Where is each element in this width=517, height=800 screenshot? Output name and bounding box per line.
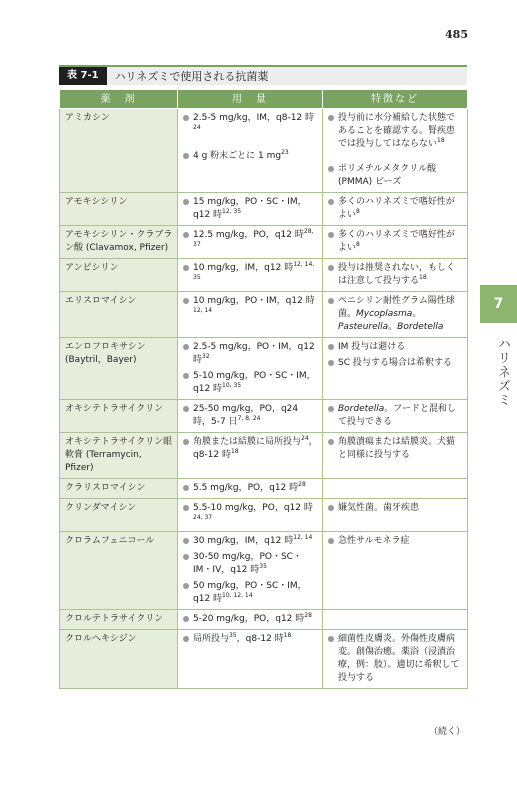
reference-number: 28, 37: [193, 228, 314, 248]
item-text-continued: ，q8-12 時: [193, 437, 318, 460]
table-row: [60, 259, 468, 292]
bullet-item: [328, 112, 463, 151]
table-caption: [59, 65, 467, 85]
item-text: 25-50 mg/kg，PO，q24 時，5-7 日: [193, 404, 299, 427]
notes-cell: [323, 259, 468, 292]
bullet-item: [183, 112, 318, 138]
reference-number: 18: [231, 448, 239, 455]
drug-name: クロルヘキシジン: [60, 630, 178, 689]
bullet-item: [328, 535, 463, 548]
bullet-item: [328, 436, 463, 462]
reference-number: 12, 35: [222, 208, 242, 215]
drug-name: アンピシリン: [60, 259, 178, 292]
notes-cell: [323, 400, 468, 433]
bullet-dot: [183, 583, 189, 589]
bullet-text: [193, 580, 318, 606]
item-text: 15 mg/kg，PO・SC・IM，q12 時: [193, 197, 307, 220]
table-row: [60, 292, 468, 338]
reference-number: 8: [356, 241, 360, 248]
reference-number: 32: [202, 353, 210, 360]
antibiotics-table: [59, 89, 468, 689]
notes-cell: [323, 630, 468, 689]
note-text: 。フードと混和して投与できる: [338, 404, 456, 427]
italic-organism: Mycoplasma: [356, 309, 413, 319]
drug-name: アモキシシリン: [60, 193, 178, 226]
chapter-tab: 7: [480, 285, 517, 323]
separator: 。: [412, 309, 422, 319]
italic-organism: Bordetella: [338, 404, 385, 414]
bullet-text: [338, 535, 463, 548]
bullet-text: [193, 150, 318, 163]
reference-number: 7, 8, 24: [237, 415, 261, 422]
item-text: 投与前に水分補給した状態であることを確認する。腎疾患では投与してはならない: [338, 113, 456, 149]
item-text: 投与は推奨されない，もしくは注意して投与する: [338, 263, 456, 286]
bullet-item: [183, 262, 318, 288]
item-text-continued: ，q8-12 時: [236, 634, 284, 644]
reference-number: 24, 37: [193, 514, 213, 521]
dose-cell: [178, 193, 323, 226]
bullet-item: [328, 357, 463, 370]
bullet-dot: [328, 298, 334, 304]
item-text: 局所投与: [193, 634, 230, 644]
table-row: [60, 433, 468, 479]
drug-name: エンロフロキサシン (Baytril，Bayer): [60, 338, 178, 400]
notes-cell: [323, 109, 468, 193]
reference-number: 10, 12, 14: [222, 592, 253, 599]
item-text: 30 mg/kg，IM，q12 時: [193, 536, 294, 546]
bullet-item: [328, 403, 463, 429]
bullet-item: [183, 535, 318, 548]
drug-name: エリスロマイシン: [60, 292, 178, 338]
item-text: SC 投与する場合は希釈する: [338, 358, 452, 368]
dose-cell: [178, 433, 323, 479]
bullet-dot: [183, 298, 189, 304]
bullet-text: [193, 613, 318, 626]
item-text: 多くのハリネズミで嗜好性がよい: [338, 197, 455, 220]
bullet-dot: [328, 166, 334, 172]
item-text: 細菌性皮膚炎。外傷性皮膚病変。創傷治癒。薬浴（浸漬治療，例：肢）。適切に希釈して投与する: [338, 634, 460, 683]
notes-cell: [323, 610, 468, 630]
reference-number: 24: [193, 124, 201, 131]
drug-name: クロルテトラサイクリン: [60, 610, 178, 630]
item-text: IM 投与は避ける: [338, 342, 406, 352]
reference-number: 28: [304, 612, 312, 619]
table-row: [60, 400, 468, 433]
table-row: [60, 610, 468, 630]
drug-name: アミカシン: [60, 109, 178, 193]
bullet-text: [193, 482, 318, 495]
table-row: [60, 193, 468, 226]
continued-label: （続く）: [428, 727, 465, 737]
bullet-dot: [328, 199, 334, 205]
item-text: 5-10 mg/kg，PO・SC・IM，q12 時: [193, 371, 316, 394]
bullet-text: [338, 262, 463, 288]
reference-number: 23: [281, 149, 289, 156]
dose-cell: [178, 610, 323, 630]
bullet-item: [183, 295, 318, 321]
dose-cell: [178, 109, 323, 193]
bullet-dot: [328, 636, 334, 642]
table-row: [60, 338, 468, 400]
bullet-text: [338, 196, 463, 222]
bullet-item: [328, 502, 463, 515]
drug-name: クリンダマイシン: [60, 499, 178, 532]
table-row: [60, 630, 468, 689]
bullet-item: [328, 196, 463, 222]
table-number: 表 7-1: [59, 67, 107, 85]
drug-name: オキシテトラサイクリン眼軟膏 (Terramycin, Pfizer): [60, 433, 178, 479]
bullet-item: [328, 295, 463, 334]
reference-number: 35: [229, 632, 237, 639]
bullet-dot: [328, 439, 334, 445]
bullet-dot: [183, 505, 189, 511]
bullet-dot: [328, 406, 334, 412]
bullet-item: [183, 370, 318, 396]
item-text: 2.5-5 mg/kg，PO・IM，q12 時: [193, 342, 315, 365]
bullet-item: [183, 341, 318, 367]
bullet-text: [338, 112, 463, 151]
bullet-text: [193, 370, 318, 396]
item-text: 30-50 mg/kg，PO・SC・IM・IV，q12 時: [193, 552, 302, 575]
reference-number: 28: [298, 481, 306, 488]
item-text: 10 mg/kg，IM，q12 時: [193, 263, 294, 273]
table-row: [60, 532, 468, 610]
dose-cell: [178, 292, 323, 338]
table-title: ハリネズミで使用される抗菌薬: [114, 70, 269, 83]
bullet-dot: [183, 232, 189, 238]
notes-cell: [323, 433, 468, 479]
bullet-item: [183, 482, 318, 495]
bullet-dot: [183, 153, 189, 159]
reference-number: 24: [301, 435, 309, 442]
bullet-item: [183, 403, 318, 429]
bullet-text: [193, 551, 318, 577]
dose-cell: [178, 226, 323, 259]
bullet-dot: [183, 439, 189, 445]
bullet-text: [193, 502, 318, 528]
bullet-text: [193, 229, 318, 255]
reference-number: 12, 14: [193, 307, 213, 314]
item-text: 12.5 mg/kg，PO，q12 時: [193, 230, 304, 240]
bullet-item: [183, 502, 318, 528]
bullet-item: [183, 229, 318, 255]
reference-number: 12, 14: [293, 534, 313, 541]
dose-cell: [178, 630, 323, 689]
bullet-item: [328, 229, 463, 255]
bullet-dot: [328, 115, 334, 121]
bullet-item: [183, 613, 318, 626]
bullet-text: [193, 295, 318, 321]
bullet-text: [338, 229, 463, 255]
dose-cell: [178, 338, 323, 400]
dose-cell: [178, 259, 323, 292]
table-row: [60, 226, 468, 259]
bullet-text: [193, 436, 318, 462]
bullet-text: [338, 163, 463, 189]
drug-name: オキシテトラサイクリン: [60, 400, 178, 433]
reference-number: 8: [356, 208, 360, 215]
bullet-text: [338, 295, 463, 334]
bullet-text: [338, 357, 463, 370]
notes-cell: [323, 226, 468, 259]
bullet-dot: [328, 538, 334, 544]
reference-number: 12, 14, 35: [193, 261, 315, 281]
bullet-text: [338, 436, 463, 462]
bullet-dot: [183, 616, 189, 622]
table-row: [60, 499, 468, 532]
table-header-row: [60, 90, 468, 109]
bullet-text: [338, 341, 463, 354]
bullet-dot: [183, 115, 189, 121]
bullet-dot: [183, 344, 189, 350]
reference-number: 18: [283, 632, 292, 639]
bullet-item: [183, 196, 318, 222]
bullet-text: [193, 633, 318, 646]
reference-number: 18: [437, 137, 445, 144]
bullet-dot: [183, 485, 189, 491]
bullet-text: [193, 341, 318, 367]
bullet-item: [328, 633, 463, 685]
bullet-text: [338, 502, 463, 515]
bullet-item: [183, 551, 318, 577]
bullet-dot: [328, 505, 334, 511]
item-text: 多くのハリネズミで嗜好性がよい: [338, 230, 455, 253]
notes-cell: [323, 292, 468, 338]
item-text: 5.5 mg/kg，PO，q12 時: [193, 483, 299, 493]
bullet-item: [183, 633, 318, 646]
bullet-dot: [183, 538, 189, 544]
bullet-text: [193, 196, 318, 222]
bullet-dot: [328, 265, 334, 271]
header-drug: 薬 剤: [60, 90, 178, 109]
item-text: ポリメチルメタクリル酸(PMMA) ビーズ: [338, 164, 437, 187]
bullet-dot: [328, 232, 334, 238]
dose-cell: [178, 400, 323, 433]
bullet-text: [193, 262, 318, 288]
bullet-text: [193, 535, 318, 548]
bullet-text: [193, 112, 318, 138]
bullet-dot: [183, 373, 189, 379]
reference-number: 18: [419, 274, 427, 281]
bullet-dot: [183, 265, 189, 271]
drug-name: アモキシシリン・クラブラン酸 (Clavamox, Pfizer): [60, 226, 178, 259]
italic-organism: Pasteurella: [338, 322, 389, 332]
item-text: 4 g 粉末ごとに 1 mg: [193, 151, 282, 161]
bullet-item: [328, 262, 463, 288]
bullet-dot: [183, 406, 189, 412]
bullet-item: [328, 163, 463, 189]
notes-cell: [323, 479, 468, 499]
bullet-dot: [183, 554, 189, 560]
bullet-item: [183, 436, 318, 462]
dose-cell: [178, 479, 323, 499]
item-text: 角膜または結膜に局所投与: [193, 437, 302, 447]
item-text: 5.5-10 mg/kg，PO，q12 時: [193, 503, 313, 513]
italic-organism: Bordetella: [397, 322, 444, 332]
table-row: [60, 479, 468, 499]
bullet-item: [183, 150, 318, 163]
notes-cell: [323, 193, 468, 226]
dose-cell: [178, 499, 323, 532]
reference-number: 35: [259, 563, 267, 570]
bullet-text: [338, 403, 463, 429]
reference-number: 10, 35: [222, 382, 242, 389]
dose-cell: [178, 532, 323, 610]
bullet-dot: [183, 199, 189, 205]
item-text: 5-20 mg/kg，PO，q12 時: [193, 614, 305, 624]
header-dose: 用 量: [178, 90, 323, 109]
bullet-item: [328, 341, 463, 354]
page-number: 485: [445, 28, 468, 41]
bullet-text: [193, 403, 318, 429]
separator: 。: [388, 322, 398, 332]
notes-cell: [323, 499, 468, 532]
item-text: 急性サルモネラ症: [338, 536, 410, 546]
bullet-text: [338, 633, 463, 685]
bullet-item: [183, 580, 318, 606]
item-text: 嫌気性菌。歯牙疾患: [338, 503, 420, 513]
item-text: 角膜潰瘍または結膜炎。犬猫と同様に投与する: [338, 437, 456, 460]
header-notes: 特徴など: [323, 90, 468, 109]
chapter-side-label: ハリネズミ: [495, 337, 510, 407]
bullet-dot: [328, 360, 334, 366]
item-text: 10 mg/kg，PO・IM，q12 時: [193, 296, 315, 306]
table-row: [60, 109, 468, 193]
item-text: 50 mg/kg，PO・SC・IM，q12 時: [193, 581, 307, 604]
bullet-dot: [328, 344, 334, 350]
bullet-dot: [183, 636, 189, 642]
item-text: 2.5-5 mg/kg，IM，q8-12 時: [193, 113, 315, 123]
notes-cell: [323, 338, 468, 400]
item-text: ペニシリン耐性グラム陽性球菌。: [338, 296, 455, 319]
drug-name: クラリスロマイシン: [60, 479, 178, 499]
drug-name: クロラムフェニコール: [60, 532, 178, 610]
notes-cell: [323, 532, 468, 610]
